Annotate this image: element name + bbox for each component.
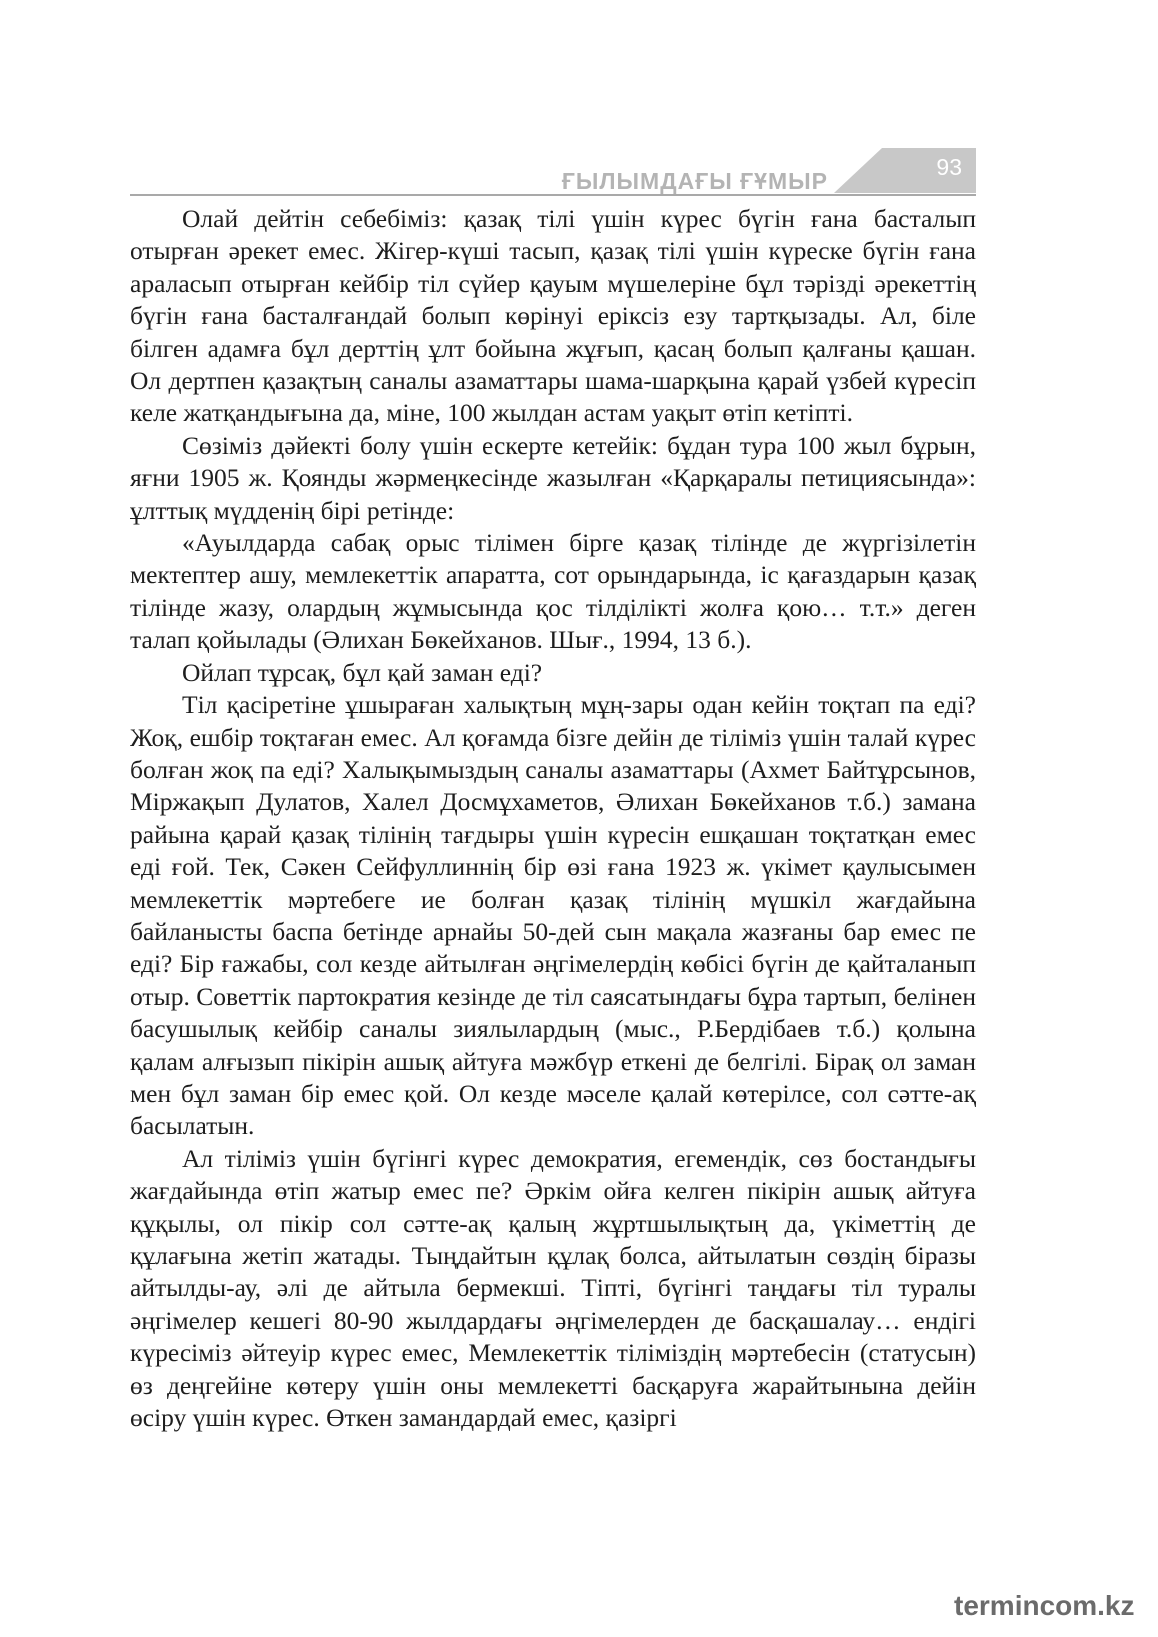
paragraph: Ойлап тұрсақ, бұл қай заман еді?	[182, 657, 543, 687]
paragraph: Сөзіміз дәйекті болу үшін ескерте кетейік: бұдан тура 100 жыл бұрын, яғни 1905 ж. Қоянды жәрмеңкесінде жазылған «Қарқаралы петициясында»: ұлттық мүдденің бірі ретінде:	[130, 430, 976, 525]
body-text	[130, 203, 976, 1434]
paragraph: Олай дейтін себебіміз: қазақ тілі үшін күрес бүгін ғана басталып отырған әрекет емес. Жігер-күші тасып, қазақ тілі үшін күреске бүгін ғана араласып отырған кейбір тіл сүйер қауым мүшелеріне бұл тәрізді әрекеттің бүгін ғана басталғандай болып көрінуі еріксіз езу тартқызады. Ал, біле білген адамға бұл дерттің ұлт бойына жұғып, қасаң болып қалғаны қашан. Ол дертпен қазақтың саналы азаматтары шама-шарқына қарай үзбей күресіп келе жатқандығына да, міне, 100 жылдан астам уақыт өтіп кетіпті.	[130, 204, 976, 428]
paragraph: Тіл қасіретіне ұшыраған халықтың мұң-зары одан кейін тоқтап па еді? Жоқ, ешбір тоқтаған емес. Ал қоғамда бізге дейін де тіліміз үшін талай күрес болған жоқ па еді? Халықымыздың саналы азаматтары (Ахмет Байтұрсынов, Міржақып Дулатов, Халел Досмұхаметов, Әлихан Бөкейханов т.б.) замана райына қарай қазақ тілінің тағдыры үшін күресін ешқашан тоқтатқан емес еді ғой. Тек, Сәкен Сейфуллиннің бір өзі ғана 1923 ж. үкімет қаулысымен мемлекеттік мәртебеге ие болған қазақ тілінің мүшкіл жағдайына байланысты баспа бетінде арнайы 50-дей сын мақала жазғаны бар емес пе еді? Бір ғажабы, сол кезде айтылған әңгімелердің көбісі бүгін де қайталанып отыр. Советтік партократия кезінде де тіл саясатындағы бұра тартып, белінен басушылық кейбір саналы зиялылардың (мыс., Р.Бердібаев т.б.) қолына қалам алғызып пікірін ашық айтуға мәжбүр еткені де белгілі. Бірақ ол заман мен бұл заман бір емес қой. Ол кезде мәселе қалай көтерілсе, сол сәтте-ақ басылатын.	[130, 690, 976, 1141]
page-number: 93	[936, 154, 962, 180]
paragraph: Ал тіліміз үшін бүгінгі күрес демократия, егемендік, сөз бостандығы жағдайында өтіп жатыр емес пе? Әркім ойға келген пікірін ашық айтуға құқылы, ол пікір сол сәтте-ақ қалың жұртшылықтың да, үкіметтің де құлағына жетіп жатады. Тыңдайтын құлақ болса, айтылатын сөздің біразы айтылды-ау, әлі де айтыла бермекші. Тіпті, бүгінгі таңдағы тіл туралы әңгімелер кешегі 80-90 жылдардағы әңгімелерден де басқашалау… ендігі күресіміз әйтеуір күрес емес, Мемлекеттік тіліміздің мәртебесін (статусын) өз деңгейіне көтеру үшін оны мемлекетті басқаруға жарайтынына дейін өсіру үшін күрес. Өткен замандардай емес, қазіргі	[130, 1143, 976, 1433]
watermark-logo	[948, 1590, 1148, 1630]
page-header	[130, 148, 976, 198]
header-rule	[130, 194, 976, 196]
quote-paragraph: «Ауылдарда сабақ орыс тілімен бірге қазақ тілінде де жүргізілетін мектептер ашу, мемлекеттік апаратта, сот орындарында, іс қағаздарын қазақ тілінде жазу, олардың жұмысында қос тілділікті жолға қою… т.т.» деген талап қойылады (Әлихан Бөкейханов. Шығ., 1994, 13 б.).	[130, 528, 976, 655]
watermark-text: termincom.kz	[954, 1590, 1135, 1621]
running-title: ҒЫЛЫМДАҒЫ ҒҰМЫР	[561, 168, 828, 194]
